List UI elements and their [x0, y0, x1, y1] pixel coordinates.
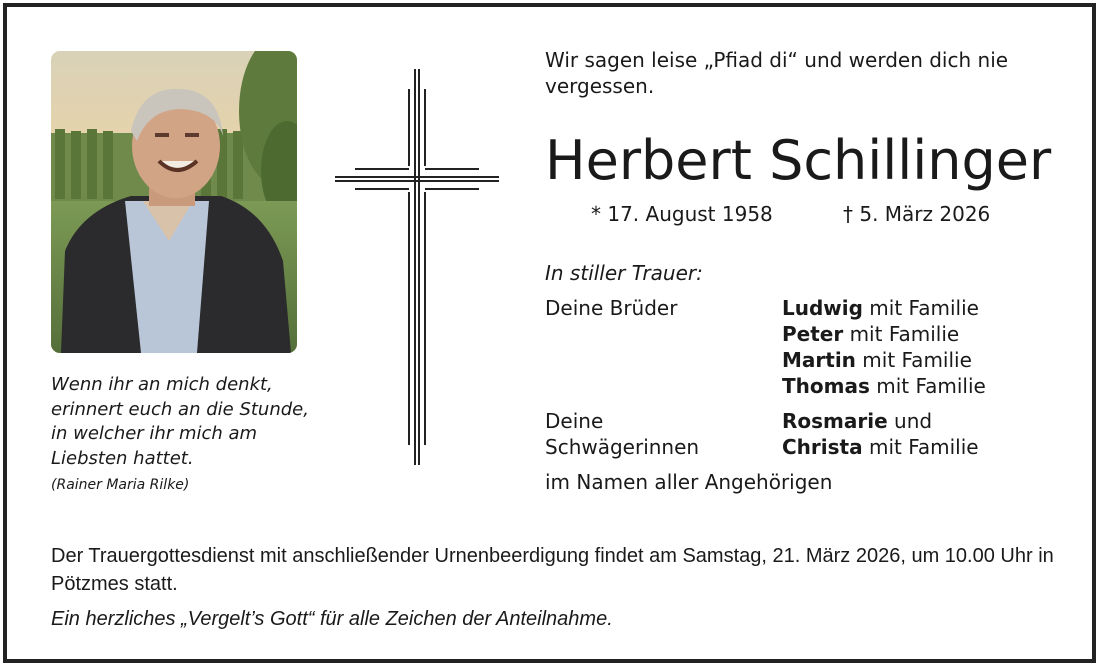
- sisters-in-law-label: Deine Schwägerinnen: [545, 409, 700, 459]
- poem-author: (Rainer Maria Rilke): [51, 477, 190, 493]
- poem-line: in welcher ihr mich am: [51, 423, 258, 444]
- service-info: Der Trauergottesdienst mit anschließender Urnenbeerdigung findet am Samstag, 21. März 2026, um 10.00 Uhr in Pötzmes statt.: [51, 545, 1054, 595]
- obituary-notice: [3, 3, 1096, 663]
- intro-text: Wir sagen leise „Pfiad di“ und werden dich nie vergessen.: [545, 48, 1009, 98]
- brothers-label: Deine Brüder: [545, 296, 678, 320]
- mourners-heading: In stiller Trauer:: [545, 261, 703, 285]
- poem: [51, 373, 351, 471]
- mourner-brother: Martin mit Familie: [782, 348, 972, 372]
- closing-line: im Namen aller Angehörigen: [545, 470, 833, 494]
- poem-line: erinnert euch an die Stunde,: [51, 398, 309, 420]
- portrait-photo: [51, 51, 297, 353]
- cross-icon: [335, 69, 499, 465]
- thanks-line: Ein herzliches „Vergelt’s Gott“ für alle Zeichen der Anteilnahme.: [51, 608, 613, 630]
- mourner-brother: Ludwig mit Familie: [782, 296, 979, 320]
- mourner-brother: Thomas mit Familie: [782, 374, 986, 398]
- mourner-brother: Peter mit Familie: [782, 322, 960, 346]
- poem-line: Wenn ihr an mich denkt,: [51, 374, 273, 395]
- deceased-name: Herbert Schillinger: [545, 129, 1052, 192]
- death-date: † 5. März 2026: [843, 202, 991, 226]
- mourner-sister-in-law: Rosmarie und: [782, 409, 933, 433]
- mourner-sister-in-law: Christa mit Familie: [782, 435, 979, 459]
- birth-date: * 17. August 1958: [591, 202, 773, 226]
- poem-line: Liebsten hattet.: [51, 447, 194, 469]
